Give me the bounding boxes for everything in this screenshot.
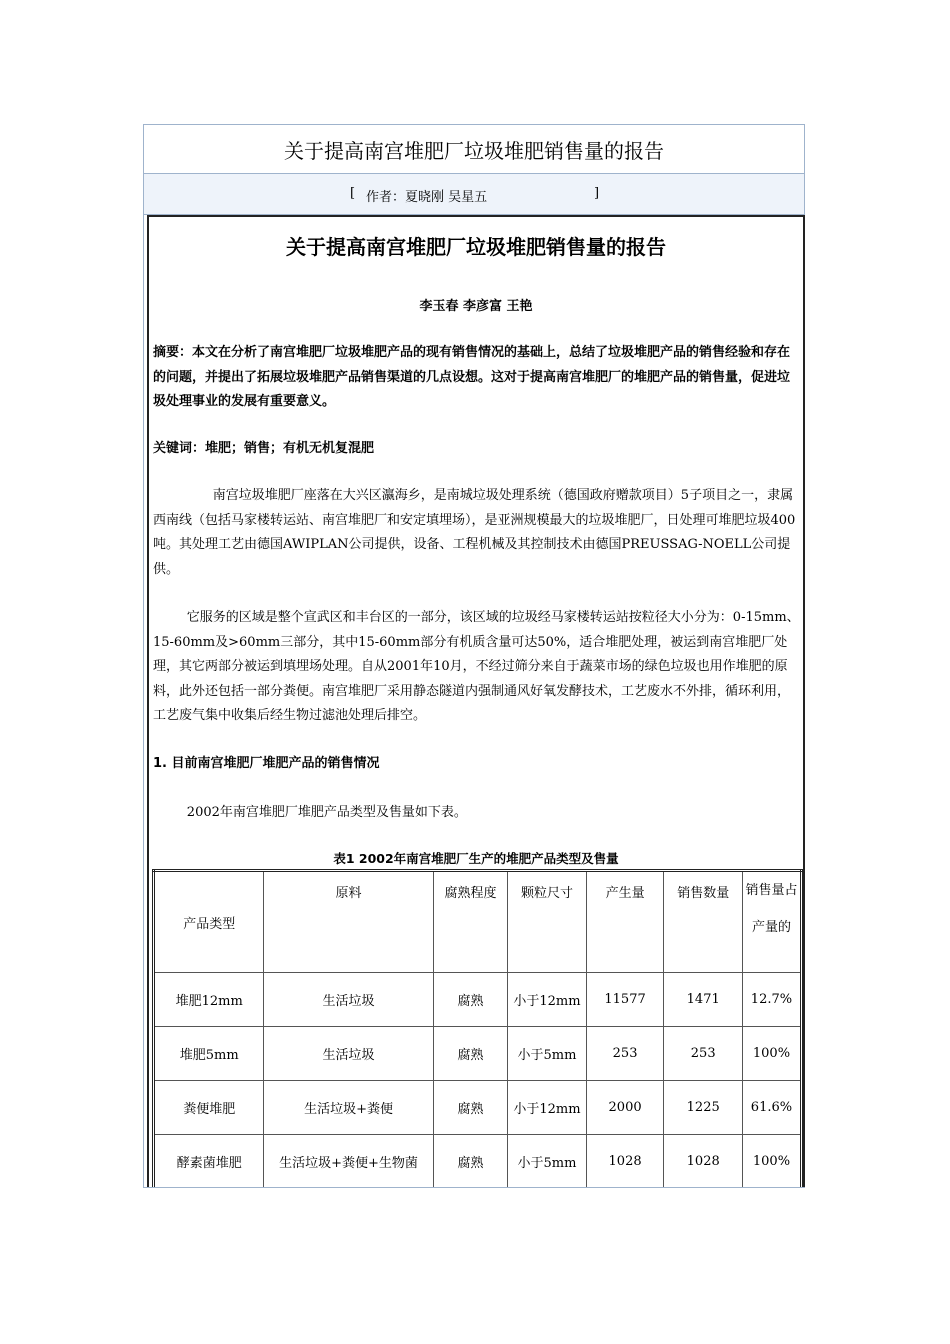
- article-title: 关于提高南宫堆肥厂垃圾堆肥销售量的报告: [286, 235, 666, 259]
- table-cell: 堆肥12mm: [154, 973, 264, 1027]
- table-cell: 12.7%: [742, 973, 801, 1027]
- table-row: [154, 1027, 802, 1081]
- sales-table: [152, 869, 803, 1187]
- table-row: [154, 1081, 802, 1135]
- article-body: [147, 215, 805, 1187]
- table-row: [154, 1135, 802, 1188]
- table-cell: 小于12mm: [508, 1081, 586, 1135]
- table-cell: 100%: [742, 1135, 801, 1188]
- author-line: 作者：夏晓刚 吴星五: [366, 190, 488, 205]
- header-cell: 产生量: [586, 871, 664, 973]
- header-cell: 产品类型: [154, 871, 264, 973]
- table-cell: 小于5mm: [508, 1135, 586, 1188]
- table-cell: 生活垃圾: [264, 1027, 433, 1081]
- paragraph-3: 2002年南宫堆肥厂堆肥产品类型及售量如下表。: [186, 805, 467, 820]
- table-cell: 1471: [664, 973, 742, 1027]
- table-cell: 生活垃圾: [264, 973, 433, 1027]
- table-cell: 堆肥5mm: [154, 1027, 264, 1081]
- table-cell: 小于5mm: [508, 1027, 586, 1081]
- header-cell: 颗粒尺寸: [508, 871, 586, 973]
- abstract: 摘要：本文在分析了南宫堆肥厂垃圾堆肥产品的现有销售情况的基础上，总结了垃圾堆肥产品的销售经验和存在的问题，并提出了拓展垃圾堆肥产品销售渠道的几点设想。这对于提高南宫堆肥厂的堆肥产品的销售量，促进垃圾处理事业的发展有重要意义。: [153, 345, 791, 409]
- section-heading-1: 1. 目前南宫堆肥厂堆肥产品的销售情况: [153, 756, 380, 771]
- table-cell: 253: [586, 1027, 664, 1081]
- table-cell: 腐熟: [433, 1027, 508, 1081]
- table-cell: 腐熟: [433, 973, 508, 1027]
- header-cell: 销售量占产量的: [742, 871, 801, 973]
- table-cell: 生活垃圾+粪便+生物菌: [264, 1135, 433, 1188]
- table-cell: 1028: [586, 1135, 664, 1188]
- page-title: 关于提高南宫堆肥厂垃圾堆肥销售量的报告: [144, 125, 804, 174]
- table-cell: 小于12mm: [508, 973, 586, 1027]
- author-bar: [144, 174, 804, 215]
- table-cell: 腐熟: [433, 1135, 508, 1188]
- author-bracket-close: ]: [594, 186, 600, 201]
- table-cell: 2000: [586, 1081, 664, 1135]
- table-header-row: [154, 871, 802, 973]
- table-cell: 1028: [664, 1135, 742, 1188]
- article-frame: [143, 124, 805, 1188]
- table-cell: 1225: [664, 1081, 742, 1135]
- paragraph-2: 它服务的区域是整个宣武区和丰台区的一部分，该区域的垃圾经马家楼转运站按粒径大小分为：0-15mm、15-60mm及>60mm三部分，其中15-60mm部分有机质含量可达50%，适合堆肥处理，被运到南宫堆肥厂处理，其它两部分被运到填埋场处理。自从2001年10月，不经过筛分来自于蔬菜市场的绿色垃圾也用作堆肥的原料，此外还包括一部分粪便。南宫堆肥厂采用静态隧道内强制通风好氧发酵技术，工艺废水不外排，循环利用，工艺废气集中收集后经生物过滤池处理后排空。: [153, 610, 800, 723]
- table-row: [154, 973, 802, 1027]
- table-cell: 生活垃圾+粪便: [264, 1081, 433, 1135]
- author-bracket-open: [: [350, 186, 356, 201]
- header-cell: 腐熟程度: [433, 871, 508, 973]
- table-cell: 酵素菌堆肥: [154, 1135, 264, 1188]
- header-cell: 原料: [264, 871, 433, 973]
- keywords: 关键词：堆肥；销售；有机无机复混肥: [153, 441, 375, 456]
- header-cell: 销售数量: [664, 871, 742, 973]
- table-cell: 11577: [586, 973, 664, 1027]
- paragraph-1: 南宫垃圾堆肥厂座落在大兴区瀛海乡，是南城垃圾处理系统（德国政府赠款项目）5子项目之一，隶属西南线（包括马家楼转运站、南宫堆肥厂和安定填埋场），是亚洲规模最大的垃圾堆肥厂，日处理可堆肥垃圾400吨。其处理工艺由德国AWIPLAN公司提供，设备、工程机械及其控制技术由德国PREUSSAG-NOELL公司提供。: [153, 488, 796, 577]
- table-cell: 253: [664, 1027, 742, 1081]
- table-cell: 61.6%: [742, 1081, 801, 1135]
- table-cell: 100%: [742, 1027, 801, 1081]
- table-caption: 表1 2002年南宫堆肥厂生产的堆肥产品类型及售量: [333, 851, 619, 866]
- table-cell: 腐熟: [433, 1081, 508, 1135]
- table-cell: 粪便堆肥: [154, 1081, 264, 1135]
- article-authors: 李玉春 李彦富 王艳: [419, 299, 533, 314]
